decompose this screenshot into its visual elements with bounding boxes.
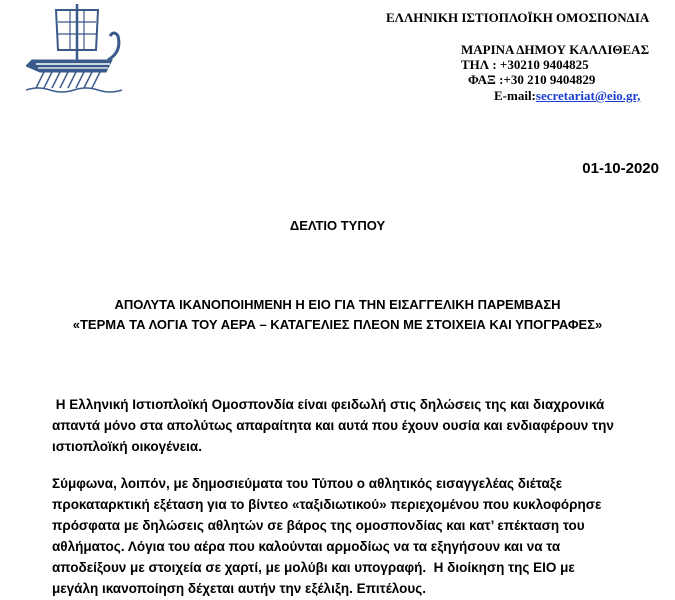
paragraph-line: Η Ελληνική Ιστιοπλοϊκή Ομοσπονδία είναι φειδωλή στις δηλώσεις της και διαχρονικά bbox=[52, 397, 605, 412]
paragraph-line: προκαταρκτική εξέταση για το βίντεο «ταξιδιωτικού» περιεχομένου που κυκλοφόρησε bbox=[52, 497, 602, 512]
address-line: ΜΑΡΙΝΑ ΔΗΜΟΥ ΚΑΛΛΙΘΕΑΣ bbox=[461, 42, 650, 57]
body-paragraph-2 bbox=[52, 473, 642, 599]
headline-line-1: ΑΠΟΛΥΤΑ ΙΚΑΝΟΠΟΙΗΜΕΝΗ Η ΕΙΟ ΓΙΑ ΤΗΝ ΕΙΣΑΓΓΕΛΙΚΗ ΠΑΡΕΜΒΑΣΗ bbox=[114, 297, 561, 312]
paragraph-line: πρόσφατα με δηλώσεις αθλητών σε βάρος της ομοσπονδίας και κατ’ επέκταση του bbox=[52, 518, 585, 533]
paragraph-line: απαντά μόνο στα απολύτως απαραίτητα και αυτά που έχουν ουσία και ενδιαφέρουν την bbox=[52, 418, 614, 433]
email-line bbox=[494, 88, 640, 104]
document-type-title: ΔΕΛΤΙΟ ΤΥΠΟΥ bbox=[289, 218, 386, 233]
email-link[interactable]: secretariat@eio.gr, bbox=[535, 88, 641, 103]
trireme-ship-icon bbox=[26, 0, 126, 94]
paragraph-line: Σύμφωνα, λοιπόν, με δημοσιεύματα του Τύπου ο αθλητικός εισαγγελέας διέταξε bbox=[52, 476, 563, 491]
organization-name: ΕΛΛΗΝΙΚΗ ΙΣΤΙΟΠΛΟΪΚΗ ΟΜΟΣΠΟΝΔΙΑ bbox=[386, 10, 650, 25]
phone-line: ΤΗΛ : +30210 9404825 bbox=[461, 57, 589, 72]
paragraph-line: μεγάλη ικανοποίηση δέχεται αυτήν την εξέλιξη. Επιτέλους. bbox=[52, 581, 426, 596]
paragraph-line: αποδείξουν με στοιχεία σε χαρτί, με μολύβι και υπογραφή. Η διοίκηση της ΕΙΟ με bbox=[52, 560, 575, 575]
paragraph-line: αθλήματος. Λόγια του αέρα που καλούνται αρμοδίως να τα εξηγήσουν και να τα bbox=[52, 539, 561, 554]
paragraph-line: ιστιοπλοϊκή οικογένεια. bbox=[52, 439, 202, 454]
headline-line-2: «ΤΕΡΜΑ ΤΑ ΛΟΓΙΑ ΤΟΥ ΑΕΡΑ – ΚΑΤΑΓΕΛΙΕΣ ΠΛΕΟΝ ΜΕ ΣΤΟΙΧΕΙΑ ΚΑΙ ΥΠΟΓΡΑΦΕΣ» bbox=[72, 317, 603, 332]
email-label: E-mail: bbox=[494, 88, 536, 103]
eio-logo bbox=[26, 0, 126, 94]
document-date: 01-10-2020 bbox=[582, 160, 659, 177]
fax-line: ΦΑΞ :+30 210 9404829 bbox=[468, 72, 596, 87]
body-paragraph-1 bbox=[52, 394, 642, 457]
